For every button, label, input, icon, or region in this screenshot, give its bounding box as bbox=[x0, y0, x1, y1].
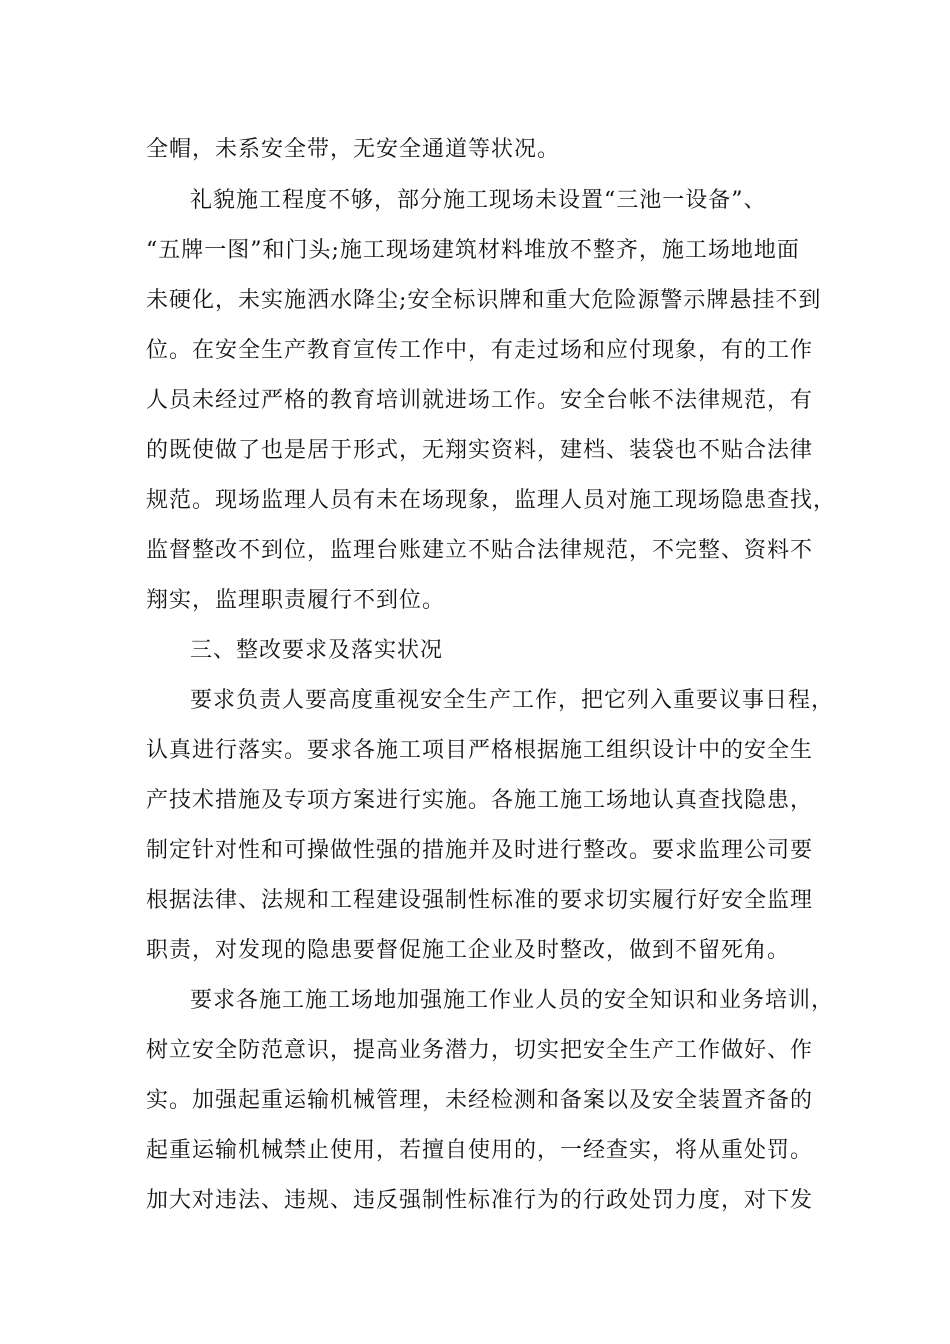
text-line: 未硬化，未实施洒水降尘;安全标识牌和重大危险源警示牌悬挂不到 bbox=[146, 288, 822, 313]
text-line: 监督整改不到位，监理台账建立不贴合法律规范，不完整、资料不 bbox=[146, 538, 814, 563]
text-line: 认真进行落实。要求各施工项目严格根据施工组织设计中的安全生 bbox=[146, 738, 814, 763]
text-line: 翔实，监理职责履行不到位。 bbox=[146, 588, 446, 613]
text-line: 产技术措施及专项方案进行实施。各施工施工场地认真查找隐患， bbox=[146, 788, 814, 813]
text-line: 制定针对性和可操做性强的措施并及时进行整改。要求监理公司要 bbox=[146, 838, 814, 863]
text-line: 规范。现场监理人员有未在场现象，监理人员对施工现场隐患查找， bbox=[146, 488, 837, 513]
paragraph-start-line: 要求负责人要高度重视安全生产工作，把它列入重要议事日程， bbox=[190, 688, 835, 713]
text-line: 位。在安全生产教育宣传工作中，有走过场和应付现象，有的工作 bbox=[146, 338, 814, 363]
text-line: 起重运输机械禁止使用，若擅自使用的，一经查实，将从重处罚。 bbox=[146, 1138, 814, 1163]
text-line: 根据法律、法规和工程建设强制性标准的要求切实履行好安全监理 bbox=[146, 888, 814, 913]
text-line: “五牌一图”和门头;施工现场建筑材料堆放不整齐，施工场地地面 bbox=[146, 238, 800, 263]
text-line: 的既使做了也是居于形式，无翔实资料，建档、装袋也不贴合法律 bbox=[146, 438, 814, 463]
text-line: 全帽，未系安全带，无安全通道等状况。 bbox=[146, 137, 561, 162]
paragraph-start-line: 要求各施工施工场地加强施工作业人员的安全知识和业务培训， bbox=[190, 988, 835, 1013]
section-heading: 三、整改要求及落实状况 bbox=[190, 638, 444, 663]
text-line: 树立安全防范意识，提高业务潜力，切实把安全生产工作做好、作 bbox=[146, 1038, 814, 1063]
text-line: 人员未经过严格的教育培训就进场工作。安全台帐不法律规范，有 bbox=[146, 388, 814, 413]
text-line: 实。加强起重运输机械管理，未经检测和备案以及安全装置齐备的 bbox=[146, 1088, 814, 1113]
paragraph-start-line: 礼貌施工程度不够，部分施工现场未设置“三池一设备”、 bbox=[190, 188, 767, 213]
text-line: 加大对违法、违规、违反强制性标准行为的行政处罚力度，对下发 bbox=[146, 1188, 814, 1213]
text-line: 职责，对发现的隐患要督促施工企业及时整改，做到不留死角。 bbox=[146, 938, 791, 963]
